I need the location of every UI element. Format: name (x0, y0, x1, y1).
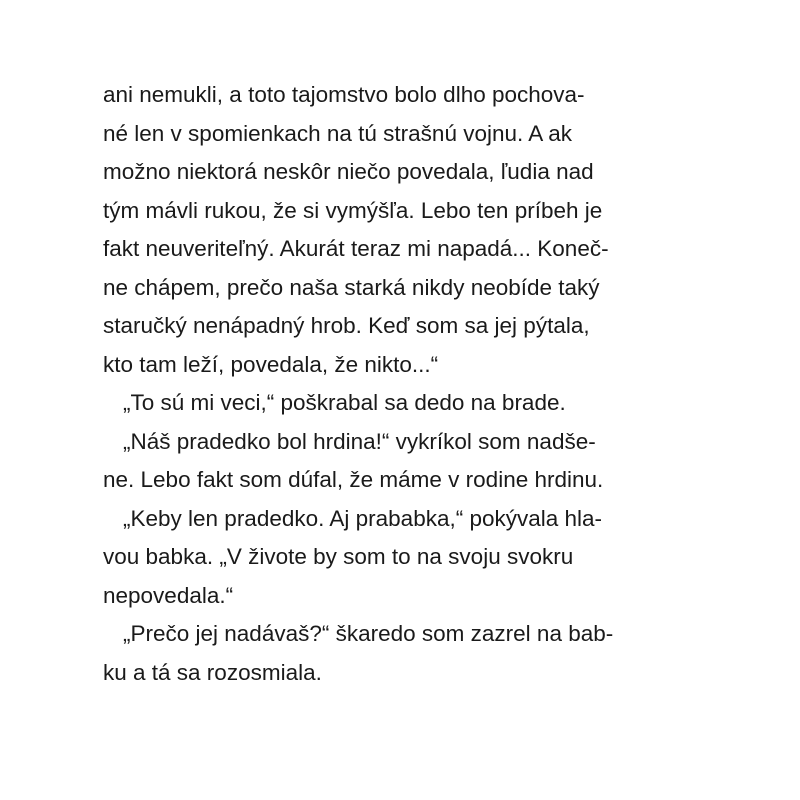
text-line: staručký nenápadný hrob. Keď som sa jej pýtala, (103, 313, 590, 338)
body-text (103, 76, 703, 692)
text-line: ku a tá sa rozosmiala. (103, 659, 322, 685)
text-line: tým mávli rukou, že si vymýšľa. Lebo ten príbeh je (103, 197, 603, 223)
text-line: vou babka. „V živote by som to na svoju svokru (103, 544, 574, 569)
text-line: „Prečo jej nadávaš?“ škaredo som zazrel na bab- (123, 621, 614, 646)
text-line: fakt neuveriteľný. Akurát teraz mi napadá... Koneč- (103, 236, 609, 261)
text-line: „To sú mi veci,“ poškrabal sa dedo na brade. (123, 390, 566, 415)
text-line: né len v spomienkach na tú strašnú vojnu. A ak (103, 120, 573, 146)
text-line: ne chápem, prečo naša starká nikdy neobíde taký (103, 274, 600, 300)
text-line: možno niektorá neskôr niečo povedala, ľudia nad (103, 159, 594, 184)
text-line: ani nemukli, a toto tajomstvo bolo dlho pochova- (103, 82, 585, 107)
text-line: nepovedala.“ (103, 582, 234, 608)
text-line: kto tam leží, povedala, že nikto...“ (103, 351, 439, 377)
text-line: ne. Lebo fakt som dúfal, že máme v rodine hrdinu. (103, 467, 604, 492)
text-line: „Keby len pradedko. Aj prababka,“ pokývala hla- (123, 505, 603, 531)
text-line: „Náš pradedko bol hrdina!“ vykríkol som nadše- (123, 428, 596, 454)
